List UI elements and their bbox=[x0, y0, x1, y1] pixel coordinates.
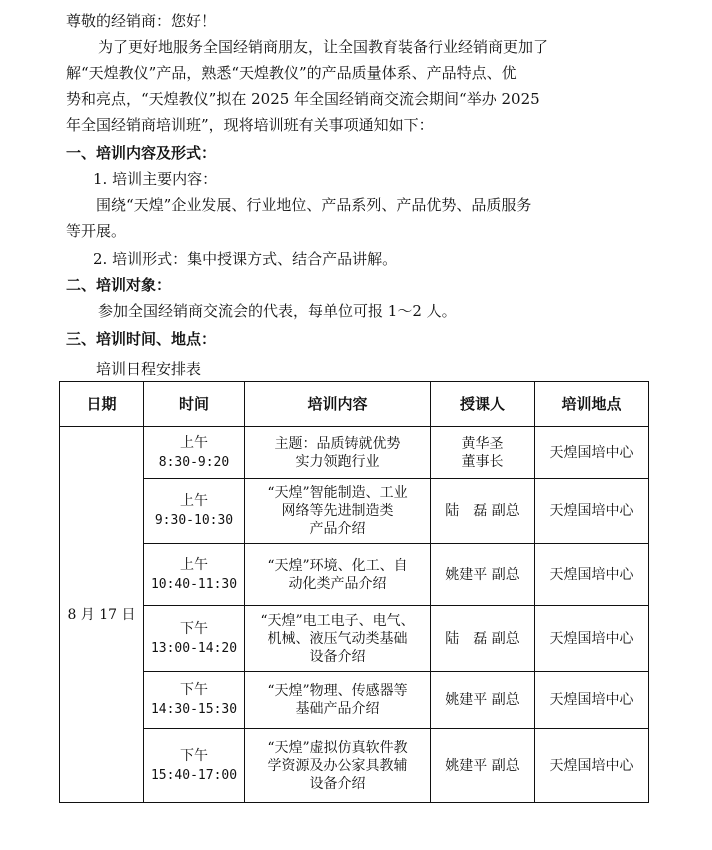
section-1-item-1-text-2: 等开展。 bbox=[66, 222, 127, 240]
time-cell bbox=[144, 427, 245, 479]
greeting: 尊敬的经销商：您好！ bbox=[66, 12, 217, 30]
content-line: “天煌”电工电子、电气、 bbox=[260, 612, 415, 629]
time-range: 10:40-11:30 bbox=[150, 576, 238, 592]
content-cell bbox=[245, 427, 431, 479]
speaker-cell: 姚建平 副总 bbox=[431, 544, 535, 606]
content-cell bbox=[245, 606, 431, 672]
table-row bbox=[60, 672, 649, 729]
header-time: 时间 bbox=[144, 382, 245, 427]
content-line: 机械、液压气动类基础 bbox=[267, 630, 408, 647]
table-row bbox=[60, 544, 649, 606]
speaker-cell: 姚建平 副总 bbox=[431, 672, 535, 729]
table-row bbox=[60, 479, 649, 544]
time-period: 上午 bbox=[180, 556, 208, 573]
speaker-line: 董事长 bbox=[461, 453, 504, 470]
content-line: 产品介绍 bbox=[309, 521, 366, 537]
header-place: 培训地点 bbox=[535, 382, 649, 427]
section-1-item-1-text-1: 围绕“天煌”企业发展、行业地位、产品系列、产品优势、品质服务 bbox=[96, 196, 532, 214]
time-range: 8:30-9:20 bbox=[158, 454, 230, 470]
content-line: 网络等先进制造类 bbox=[281, 503, 394, 519]
intro-line-2: 解“天煌教仪”产品，熟悉“天煌教仪”的产品质量体系、产品特点、优 bbox=[66, 64, 517, 82]
time-cell bbox=[144, 544, 245, 606]
header-speaker: 授课人 bbox=[431, 382, 535, 427]
date-cell: 8 月 17 日 bbox=[60, 427, 144, 803]
content-cell bbox=[245, 544, 431, 606]
intro-line-4: 年全国经销商培训班”，现将培训班有关事项通知如下： bbox=[66, 116, 434, 134]
time-period: 下午 bbox=[180, 682, 208, 698]
content-line: “天煌”虚拟仿真软件教 bbox=[267, 739, 408, 756]
content-line: “天煌”智能制造、工业 bbox=[267, 485, 408, 501]
section-2-title: 二、培训对象： bbox=[66, 276, 172, 294]
time-range: 9:30-10:30 bbox=[154, 513, 234, 528]
schedule-table bbox=[59, 381, 649, 803]
place-cell: 天煌国培中心 bbox=[535, 479, 649, 544]
time-cell bbox=[144, 479, 245, 544]
speaker-cell bbox=[431, 427, 535, 479]
time-period: 下午 bbox=[180, 620, 208, 637]
content-line: 动化类产品介绍 bbox=[288, 575, 387, 592]
intro-line-3: 势和亮点，“天煌教仪”拟在 2025 年全国经销商交流会期间“举办 2025 bbox=[66, 90, 540, 108]
time-range: 15:40-17:00 bbox=[150, 767, 238, 783]
section-3-title: 三、培训时间、地点： bbox=[66, 330, 217, 348]
table-row bbox=[60, 729, 649, 803]
time-range: 14:30-15:30 bbox=[150, 702, 238, 717]
time-range: 13:00-14:20 bbox=[150, 640, 238, 656]
schedule-caption: 培训日程安排表 bbox=[96, 360, 202, 378]
content-line: 基础产品介绍 bbox=[295, 701, 380, 717]
intro-line-1: 为了更好地服务全国经销商朋友，让全国教育装备行业经销商更加了 bbox=[98, 38, 549, 56]
section-1-item-1: 1. 培训主要内容： bbox=[93, 170, 218, 188]
section-2-text: 参加全国经销商交流会的代表，每单位可报 1～2 人。 bbox=[98, 302, 457, 320]
content-cell bbox=[245, 672, 431, 729]
place-cell: 天煌国培中心 bbox=[535, 672, 649, 729]
content-line: 学资源及办公家具教辅 bbox=[267, 757, 408, 774]
place-cell: 天煌国培中心 bbox=[535, 729, 649, 803]
content-cell bbox=[245, 729, 431, 803]
content-line: 设备介绍 bbox=[309, 648, 366, 665]
content-line: 设备介绍 bbox=[309, 775, 366, 792]
content-line: 主题：品质铸就优势 bbox=[274, 435, 401, 452]
header-content: 培训内容 bbox=[245, 382, 431, 427]
section-1-title: 一、培训内容及形式： bbox=[66, 144, 217, 162]
time-period: 上午 bbox=[180, 493, 208, 509]
speaker-cell: 姚建平 副总 bbox=[431, 729, 535, 803]
content-line: 实力领跑行业 bbox=[295, 453, 380, 470]
section-1-item-2: 2. 培训形式：集中授课方式、结合产品讲解。 bbox=[93, 250, 398, 268]
time-period: 下午 bbox=[180, 747, 208, 764]
content-cell bbox=[245, 479, 431, 544]
header-date: 日期 bbox=[60, 382, 144, 427]
speaker-line: 黄华圣 bbox=[461, 435, 504, 452]
content-line: “天煌”环境、化工、自 bbox=[267, 557, 408, 574]
table-row bbox=[60, 427, 649, 479]
time-cell bbox=[144, 729, 245, 803]
place-cell: 天煌国培中心 bbox=[535, 544, 649, 606]
speaker-cell: 陆 磊 副总 bbox=[431, 606, 535, 672]
time-cell bbox=[144, 672, 245, 729]
place-cell: 天煌国培中心 bbox=[535, 427, 649, 479]
table-row bbox=[60, 606, 649, 672]
time-period: 上午 bbox=[180, 434, 208, 451]
table-header-row bbox=[60, 382, 649, 427]
content-line: “天煌”物理、传感器等 bbox=[267, 683, 408, 699]
place-cell: 天煌国培中心 bbox=[535, 606, 649, 672]
speaker-cell: 陆 磊 副总 bbox=[431, 479, 535, 544]
time-cell bbox=[144, 606, 245, 672]
